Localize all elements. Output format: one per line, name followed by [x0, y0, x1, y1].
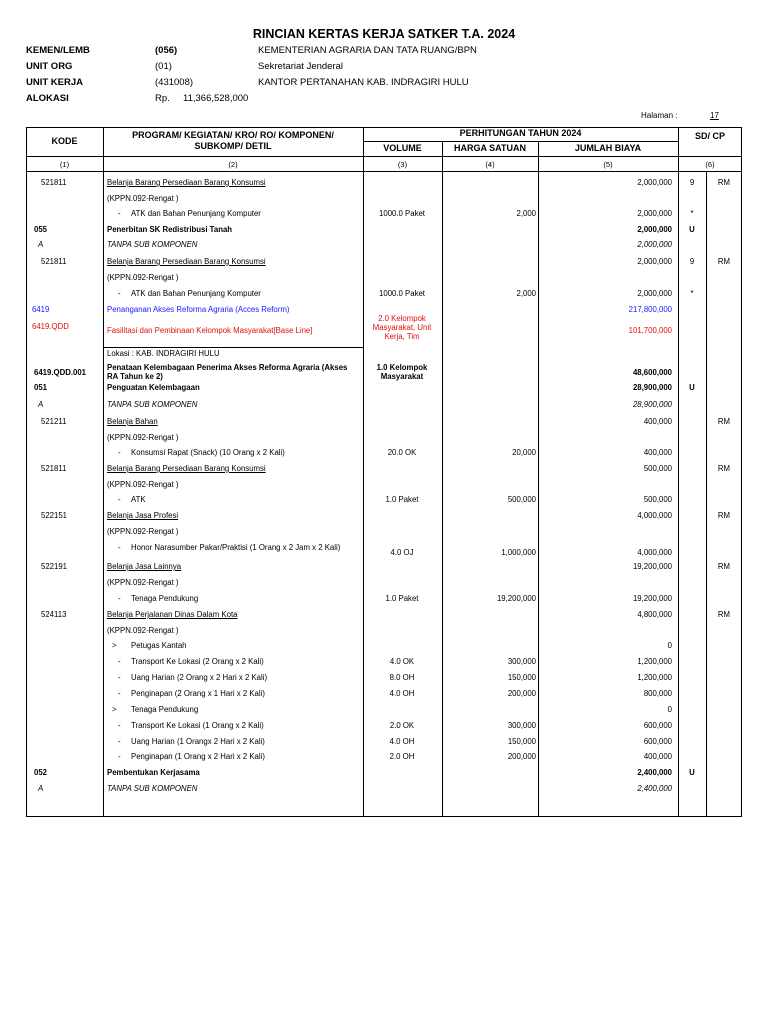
- row-jumlah-biaya: 500,000: [643, 464, 672, 473]
- row-jumlah-biaya: 2,000,000: [637, 225, 672, 234]
- halaman-label: Halaman :: [641, 111, 678, 120]
- row-description: Belanja Jasa Profesi: [107, 511, 179, 520]
- row-jumlah-biaya: 1,200,000: [637, 673, 672, 682]
- row-jumlah-biaya: 600,000: [643, 737, 672, 746]
- row-sd: *: [690, 289, 694, 298]
- row-harga-satuan: 20,000: [512, 448, 536, 457]
- header-code: (056): [155, 45, 178, 56]
- item-dash-icon: -: [118, 673, 121, 682]
- row-volume: 1.0 Paket: [385, 495, 419, 504]
- row-description: Penguatan Kelembagaan: [107, 383, 200, 392]
- row-description: (KPPN.092-Rengat ): [107, 626, 179, 635]
- item-dash-icon: -: [118, 448, 121, 457]
- row-jumlah-biaya: 2,000,000: [637, 178, 672, 187]
- row-jumlah-biaya: 800,000: [643, 689, 672, 698]
- row-kode: 521211: [41, 417, 67, 426]
- row-description: Penanganan Akses Reforma Agraria (Acces Reform): [107, 305, 290, 314]
- colnum-6: (6): [705, 160, 715, 169]
- row-volume: 2.0 OH: [389, 752, 415, 761]
- row-cp: RM: [717, 257, 731, 266]
- row-jumlah-biaya: 400,000: [643, 417, 672, 426]
- row-jumlah-biaya: 0: [667, 641, 672, 650]
- row-jumlah-biaya: 2,400,000: [637, 784, 672, 793]
- row-volume: 4.0 OK: [389, 657, 415, 666]
- row-sd: 9: [689, 257, 695, 266]
- row-jumlah-biaya: 4,000,000: [637, 511, 672, 520]
- row-harga-satuan: 19,200,000: [496, 594, 536, 603]
- col-harga: HARGA SATUAN: [454, 143, 526, 153]
- row-jumlah-biaya: 101,700,000: [628, 326, 672, 335]
- row-description: Penataan Kelembagaan Penerima Akses Reforma Agraria (Akses RA Tahun ke 2): [107, 363, 348, 381]
- row-sd: U: [689, 383, 695, 392]
- row-description: (KPPN.092-Rengat ): [107, 527, 179, 536]
- row-kode: 521811: [41, 257, 67, 266]
- row-description: (KPPN.092-Rengat ): [107, 578, 179, 587]
- row-description: Honor Narasumber Pakar/Praktisi (1 Orang x 2 Jam x 2 Kali): [131, 543, 341, 552]
- row-description: (KPPN.092-Rengat ): [107, 273, 179, 282]
- row-description: Penerbitan SK Redistribusi Tanah: [107, 225, 233, 234]
- row-description: TANPA SUB KOMPONEN: [107, 784, 198, 793]
- header-value: KEMENTERIAN AGRARIA DAN TATA RUANG/BPN: [258, 45, 477, 56]
- row-kode: A: [38, 400, 44, 409]
- item-dash-icon: -: [118, 721, 121, 730]
- row-volume: 1.0 Kelompok Masyarakat: [376, 363, 428, 381]
- row-cp: RM: [717, 464, 731, 473]
- row-description: Konsumsi Rapat (Snack) (10 Orang x 2 Kali): [131, 448, 285, 457]
- row-sd: U: [689, 225, 695, 234]
- row-volume: 1000.0 Paket: [379, 289, 425, 298]
- row-volume: 4.0 OH: [389, 737, 415, 746]
- header-code: (431008): [155, 77, 194, 88]
- row-jumlah-biaya: 2,400,000: [637, 768, 672, 777]
- row-kode: 051: [34, 383, 48, 392]
- colnum-5: (5): [603, 160, 613, 169]
- col-perhitungan: PERHITUNGAN TAHUN 2024: [459, 128, 582, 138]
- header-label: UNIT KERJA: [26, 77, 84, 88]
- header-value: Sekretariat Jenderal: [258, 61, 344, 72]
- row-harga-satuan: 150,000: [507, 673, 536, 682]
- row-description: Pembentukan Kerjasama: [107, 768, 200, 777]
- row-description: Petugas Kantah: [131, 641, 187, 650]
- row-harga-satuan: 300,000: [507, 657, 536, 666]
- row-cp: RM: [717, 610, 731, 619]
- header-label: ALOKASI: [26, 93, 69, 104]
- halaman-value: 17: [710, 111, 719, 120]
- row-harga-satuan: 500,000: [507, 495, 536, 504]
- col-volume: VOLUME: [383, 143, 422, 153]
- item-dash-icon: -: [118, 543, 121, 552]
- row-jumlah-biaya: 4,800,000: [637, 610, 672, 619]
- row-jumlah-biaya: 48,600,000: [632, 368, 672, 377]
- item-dash-icon: -: [118, 495, 121, 504]
- row-kode: 524113: [41, 610, 67, 619]
- row-kode: 052: [34, 768, 48, 777]
- row-volume: 8.0 OH: [389, 673, 415, 682]
- row-description: Transport Ke Lokasi (1 Orang x 2 Kali): [131, 721, 264, 730]
- row-jumlah-biaya: 400,000: [643, 752, 672, 761]
- row-description: TANPA SUB KOMPONEN: [107, 400, 198, 409]
- row-kode: 6419.QDD.001: [34, 368, 87, 377]
- row-jumlah-biaya: 2,000,000: [637, 209, 672, 218]
- colnum-2: (2): [228, 160, 238, 169]
- row-description: Fasilitasi dan Pembinaan Kelompok Masyarakat[Base Line]: [107, 326, 313, 335]
- row-sd: *: [690, 209, 694, 218]
- item-dash-icon: -: [118, 657, 121, 666]
- row-cp: RM: [717, 417, 731, 426]
- row-description: Penginapan (1 Orang x 2 Hari x 2 Kali): [131, 752, 265, 761]
- page-title: RINCIAN KERTAS KERJA SATKER T.A. 2024: [252, 27, 516, 41]
- row-description: Lokasi : KAB. INDRAGIRI HULU: [107, 349, 220, 358]
- row-description: Belanja Barang Persediaan Barang Konsumsi: [107, 464, 266, 473]
- row-harga-satuan: 2,000: [516, 209, 536, 218]
- row-cp: RM: [717, 511, 731, 520]
- row-kode: A: [38, 784, 44, 793]
- row-description: Uang Harian (1 Orangx 2 Hari x 2 Kali): [131, 737, 265, 746]
- row-jumlah-biaya: 0: [667, 705, 672, 714]
- row-harga-satuan: 150,000: [507, 737, 536, 746]
- row-description: Penginapan (2 Orang x 1 Hari x 2 Kali): [131, 689, 265, 698]
- row-jumlah-biaya: 217,800,000: [628, 305, 672, 314]
- row-jumlah-biaya: 500,000: [643, 495, 672, 504]
- row-volume: 2.0 OK: [389, 721, 415, 730]
- row-jumlah-biaya: 2,000,000: [637, 240, 672, 249]
- row-cp: RM: [717, 178, 731, 187]
- row-harga-satuan: 200,000: [507, 752, 536, 761]
- row-jumlah-biaya: 19,200,000: [632, 562, 672, 571]
- row-sd: U: [689, 768, 695, 777]
- budget-table: [26, 127, 742, 817]
- row-volume: 1000.0 Paket: [379, 209, 425, 218]
- row-description: TANPA SUB KOMPONEN: [107, 240, 198, 249]
- row-jumlah-biaya: 28,900,000: [632, 383, 672, 392]
- colnum-4: (4): [485, 160, 495, 169]
- col-program: PROGRAM/ KEGIATAN/ KRO/ RO/ KOMPONEN/ SUBKOMP/ DETIL: [132, 130, 334, 151]
- row-description: (KPPN.092-Rengat ): [107, 480, 179, 489]
- row-divider: [103, 347, 363, 348]
- row-description: (KPPN.092-Rengat ): [107, 433, 179, 442]
- group-arrow-icon: >: [112, 705, 117, 714]
- row-volume: 4.0 OJ: [390, 548, 414, 557]
- row-harga-satuan: 200,000: [507, 689, 536, 698]
- row-kode: 521811: [41, 178, 67, 187]
- row-volume: 2.0 Kelompok Masyarakat, Unit Kerja, Tim: [372, 314, 432, 341]
- row-description: Belanja Perjalanan Dinas Dalam Kota: [107, 610, 238, 619]
- row-cp: RM: [717, 562, 731, 571]
- row-description: ATK: [131, 495, 146, 504]
- header-label: UNIT ORG: [26, 61, 73, 72]
- row-description: ATK dan Bahan Penunjang Komputer: [131, 209, 261, 218]
- row-description: Tenaga Pendukung: [131, 594, 199, 603]
- row-jumlah-biaya: 2,000,000: [637, 257, 672, 266]
- row-jumlah-biaya: 400,000: [643, 448, 672, 457]
- row-volume: 20.0 OK: [387, 448, 417, 457]
- item-dash-icon: -: [118, 689, 121, 698]
- row-description: ATK dan Bahan Penunjang Komputer: [131, 289, 261, 298]
- row-harga-satuan: 300,000: [507, 721, 536, 730]
- row-jumlah-biaya: 28,900,000: [632, 400, 672, 409]
- item-dash-icon: -: [118, 594, 121, 603]
- row-description: Belanja Barang Persediaan Barang Konsumsi: [107, 257, 266, 266]
- row-description: Belanja Barang Persediaan Barang Konsumsi: [107, 178, 266, 187]
- item-dash-icon: -: [118, 737, 121, 746]
- row-description: (KPPN.092-Rengat ): [107, 194, 179, 203]
- row-kode: 6419: [32, 305, 50, 314]
- row-jumlah-biaya: 1,200,000: [637, 657, 672, 666]
- row-sd: 9: [689, 178, 695, 187]
- row-jumlah-biaya: 2,000,000: [637, 289, 672, 298]
- row-kode: 522191: [41, 562, 68, 571]
- row-harga-satuan: 2,000: [516, 289, 536, 298]
- row-volume: 1.0 Paket: [385, 594, 419, 603]
- row-kode: A: [38, 240, 44, 249]
- header-label: KEMEN/LEMB: [26, 45, 90, 56]
- row-volume: 4.0 OH: [389, 689, 415, 698]
- row-description: Uang Harian (2 Orang x 2 Hari x 2 Kali): [131, 673, 268, 682]
- header-code: Rp.: [155, 93, 170, 104]
- row-description: Tenaga Pendukung: [131, 705, 199, 714]
- header-value: KANTOR PERTANAHAN KAB. INDRAGIRI HULU: [258, 77, 469, 88]
- row-kode: 055: [34, 225, 48, 234]
- row-jumlah-biaya: 600,000: [643, 721, 672, 730]
- item-dash-icon: -: [118, 752, 121, 761]
- col-sdcp: SD/ CP: [694, 131, 725, 141]
- colnum-3: (3): [397, 160, 408, 169]
- item-dash-icon: -: [118, 209, 121, 218]
- row-kode: 522151: [41, 511, 68, 520]
- header-value: 11,366,528,000: [183, 93, 249, 104]
- row-harga-satuan: 1,000,000: [501, 548, 536, 557]
- group-arrow-icon: >: [112, 641, 117, 650]
- row-kode: 6419.QDD: [32, 322, 69, 331]
- colnum-1: (1): [59, 160, 70, 169]
- row-description: Belanja Jasa Lainnya: [107, 562, 182, 571]
- row-jumlah-biaya: 19,200,000: [632, 594, 672, 603]
- col-jumlah: JUMLAH BIAYA: [574, 143, 642, 153]
- col-kode: KODE: [51, 136, 78, 146]
- row-kode: 521811: [41, 464, 67, 473]
- header-code: (01): [155, 61, 172, 72]
- item-dash-icon: -: [118, 289, 121, 298]
- row-jumlah-biaya: 4,000,000: [637, 548, 672, 557]
- row-description: Belanja Bahan: [107, 417, 158, 426]
- row-description: Transport Ke Lokasi (2 Orang x 2 Kali): [131, 657, 264, 666]
